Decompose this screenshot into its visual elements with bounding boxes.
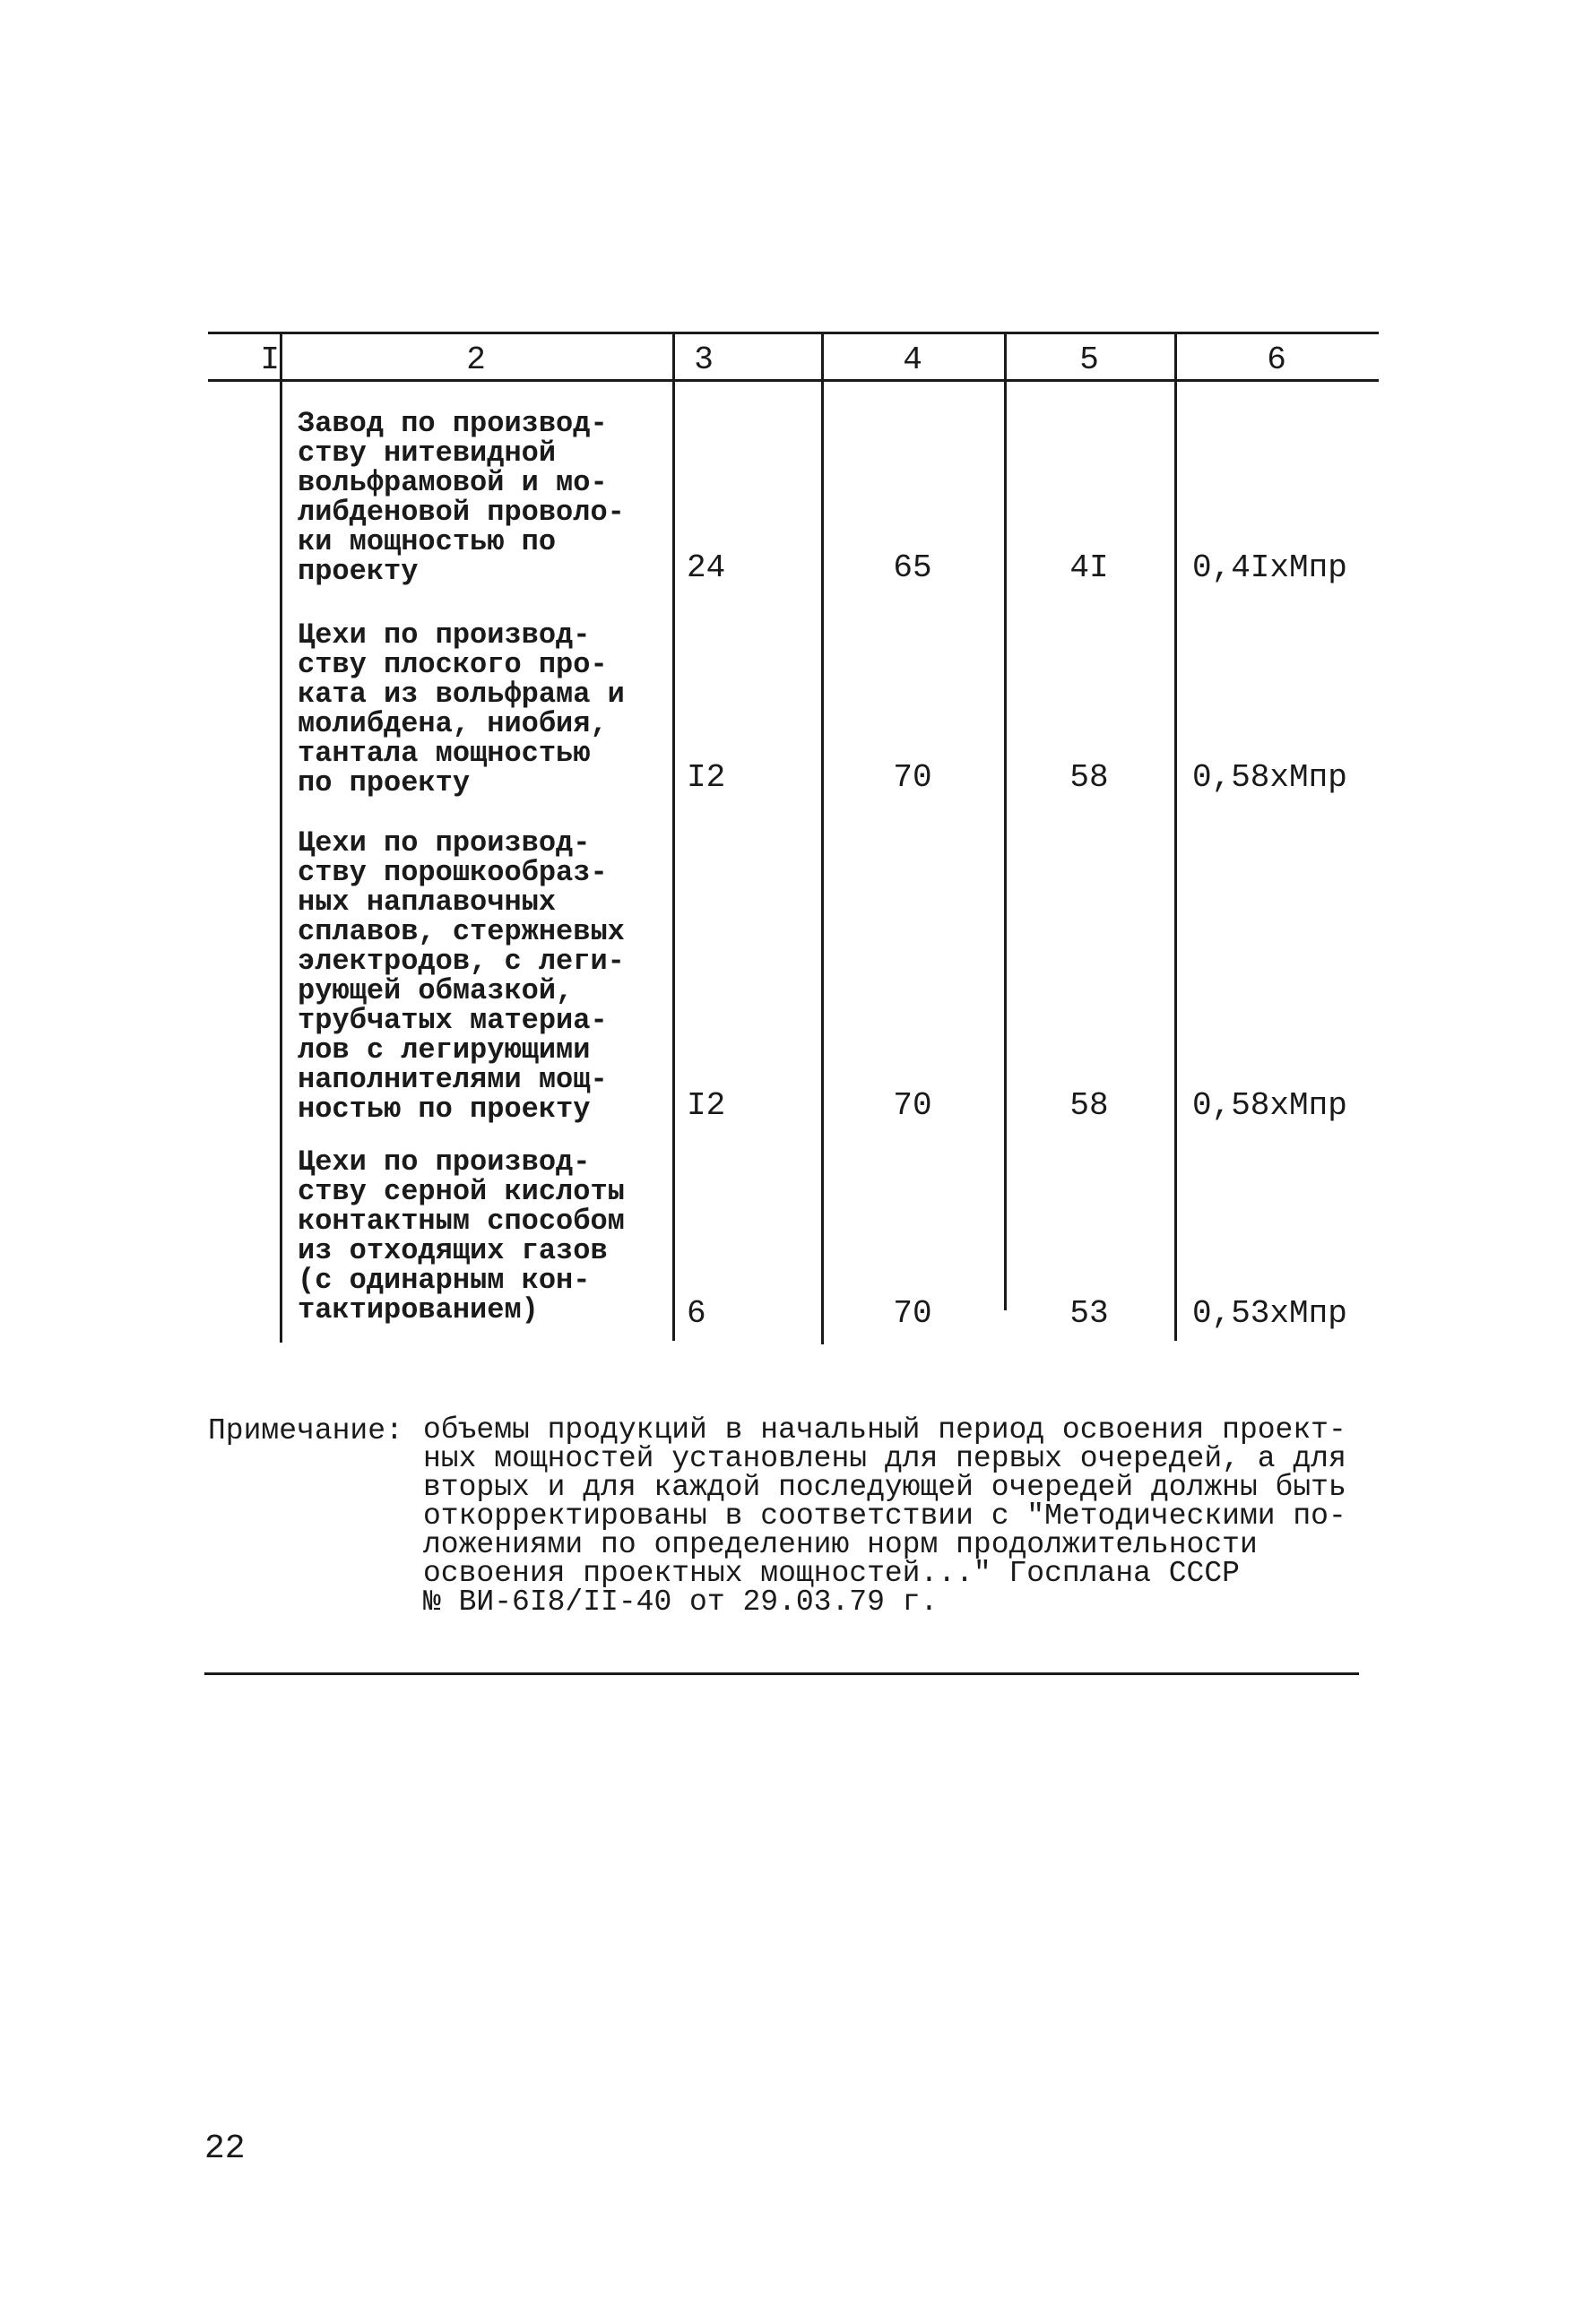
row-1-col-3: 24 <box>687 549 726 586</box>
header-col-2: 2 <box>466 341 486 378</box>
table-header-rule <box>208 379 1379 382</box>
row-4-col-6: 0,53xMпр <box>1192 1295 1347 1332</box>
row-3-col-6: 0,58xMпр <box>1192 1087 1347 1124</box>
row-3-description: Цехи по производ- ству порошкообраз- ных наплавочных сплавов, стержневых электродов, с леги- рующей обмазкой, трубчатых материа- лов с легирующими наполнителями мощ- ностью по проекту <box>298 826 625 1126</box>
row-4-description: Цехи по производ- ству серной кислоты контактным способом из отходящих газов (с одинарным кон- тактированием) <box>298 1145 625 1326</box>
header-col-3: 3 <box>694 341 714 378</box>
row-2-description: Цехи по производ- ству плоского про- ката из вольфрама и молибдена, ниобия, тантала мощностью по проекту <box>298 618 625 799</box>
row-4-col-3: 6 <box>687 1295 706 1332</box>
row-2-col-5: 58 <box>1069 759 1109 796</box>
row-2-col-6: 0,58xMпр <box>1192 759 1347 796</box>
table-col-divider <box>1174 332 1177 1341</box>
row-3-col-3: I2 <box>687 1087 726 1124</box>
header-col-6: 6 <box>1267 341 1286 378</box>
row-1-col-5: 4I <box>1069 549 1109 586</box>
note-text: объемы продукций в начальный период освоения проект- ных мощностей установлены для первых очередей, а для вторых и для каждой последующей очередей должны быть откорректированы в соответствии с "Методическими по- ложениями по определению норм продолжительности освоения проектных мощностей..." Госплана СССР № ВИ-6I8/II-40 от 29.03.79 г. <box>423 1413 1346 1619</box>
table-top-rule <box>208 332 1379 334</box>
page-number: 22 <box>204 2130 246 2168</box>
row-2-col-4: 70 <box>893 759 932 796</box>
table-col-divider <box>821 332 824 1344</box>
table-col-divider <box>280 332 282 1343</box>
header-col-4: 4 <box>903 341 922 378</box>
row-3-col-5: 58 <box>1069 1087 1109 1124</box>
header-col-5: 5 <box>1079 341 1099 378</box>
note-rule <box>204 1672 1359 1675</box>
table-col-divider <box>1004 332 1007 1310</box>
row-1-col-4: 65 <box>893 549 932 586</box>
row-1-col-6: 0,4IxMпр <box>1192 549 1347 586</box>
table-col-divider <box>672 332 675 1341</box>
row-2-col-3: I2 <box>687 759 726 796</box>
data-table <box>208 332 1379 1344</box>
row-4-col-5: 53 <box>1069 1295 1109 1332</box>
header-col-1: I <box>260 341 280 378</box>
note-label: Примечание: <box>208 1414 403 1447</box>
row-3-col-4: 70 <box>893 1087 932 1124</box>
row-1-description: Завод по производ- ству нитевидной вольфрамовой и мо- либденовой проволо- ки мощностью по проекту <box>298 407 625 588</box>
row-4-col-4: 70 <box>893 1295 932 1332</box>
